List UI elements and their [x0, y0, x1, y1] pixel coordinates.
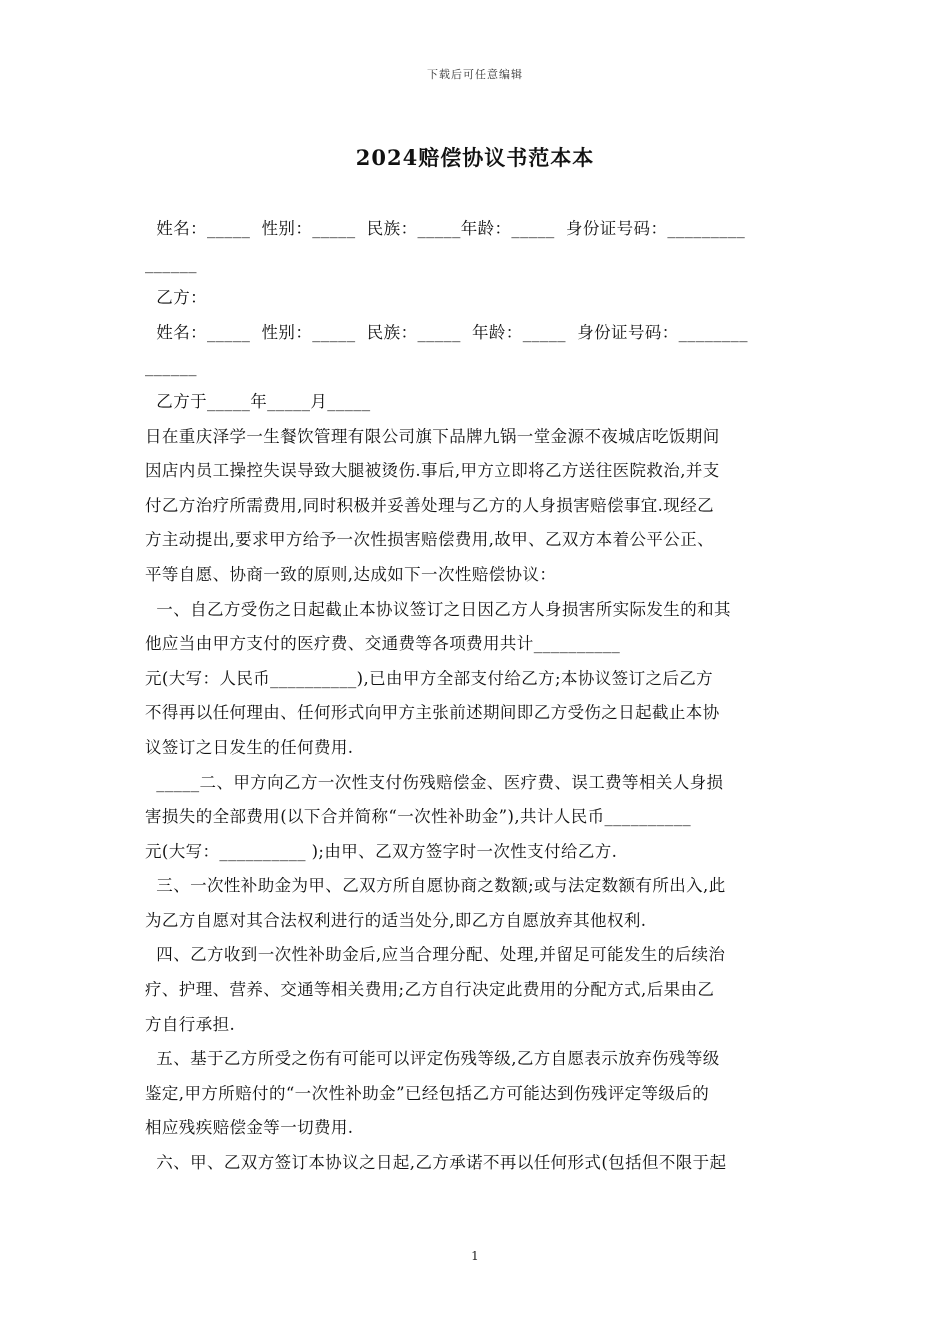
body-line: 六、甲、乙双方签订本协议之日起,乙方承诺不再以任何形式(包括但不限于起 [145, 1153, 727, 1173]
body-line: 疗、护理、营养、交通等相关费用;乙方自行决定此费用的分配方式,后果由乙 [145, 980, 715, 1000]
body-line: 方主动提出,要求甲方给予一次性损害赔偿费用,故甲、乙双方本着公平公正、 [145, 530, 714, 550]
body-line: 不得再以任何理由、任何形式向甲方主张前述期间即乙方受伤之日起截止本协 [145, 703, 720, 723]
body-line: 乙方于_____年_____月_____ [145, 391, 371, 411]
body-line: 因店内员工操控失误导致大腿被烫伤.事后,甲方立即将乙方送往医院救治,并支 [145, 461, 720, 481]
body-line: 相应残疾赔偿金等一切费用. [145, 1118, 354, 1138]
body-line: 议签订之日发生的任何费用. [145, 737, 354, 757]
page-number: 1 [471, 1249, 479, 1263]
body-line: 一、自乙方受伤之日起截止本协议签订之日因乙方人身损害所实际发生的和其 [145, 599, 731, 619]
body-line: 元(大写：__________ );由甲、乙双方签字时一次性支付给乙方. [145, 841, 618, 861]
body-line: _____二、甲方向乙方一次性支付伤残赔偿金、医疗费、误工费等相关人身损 [145, 772, 724, 792]
body-line: 鉴定,甲方所赔付的“一次性补助金”已经包括乙方可能达到伤残评定等级后的 [145, 1083, 710, 1103]
body-line: ______ [145, 357, 197, 377]
body-line: 为乙方自愿对其合法权利进行的适当处分,即乙方自愿放弃其他权利. [145, 910, 647, 930]
body-line: 四、乙方收到一次性补助金后,应当合理分配、处理,并留足可能发生的后续治 [145, 945, 726, 965]
document-title: 2024赔偿协议书范本本 [355, 145, 595, 170]
body-line: 乙方： [145, 288, 207, 308]
document-body [145, 212, 807, 1181]
header-note: 下载后可任意编辑 [427, 68, 523, 81]
body-line: 方自行承担. [145, 1014, 236, 1034]
body-line: 元(大写：人民币__________),已由甲方全部支付给乙方;本协议签订之后乙方 [145, 668, 714, 688]
body-line: 五、基于乙方所受之伤有可能可以评定伤残等级,乙方自愿表示放弃伤残等级 [145, 1049, 720, 1069]
body-line: 姓名：_____ 性别：_____ 民族：_____ 年龄：_____ 身份证号码：________ [145, 322, 748, 342]
body-line: 付乙方治疗所需费用,同时积极并妥善处理与乙方的人身损害赔偿事宜.现经乙 [145, 495, 714, 515]
body-line: 他应当由甲方支付的医疗费、交通费等各项费用共计__________ [145, 634, 621, 654]
body-line: 平等自愿、协商一致的原则,达成如下一次性赔偿协议： [145, 564, 557, 584]
body-line: 三、一次性补助金为甲、乙双方所自愿协商之数额;或与法定数额有所出入,此 [145, 876, 726, 896]
body-line: 姓名：_____ 性别：_____ 民族：_____年龄：_____ 身份证号码：_________ [145, 219, 746, 238]
body-line: ______ [145, 253, 197, 273]
body-line: 日在重庆泽学一生餐饮管理有限公司旗下品牌九锅一堂金源不夜城店吃饭期间 [145, 426, 720, 446]
body-line: 害损失的全部费用(以下合并简称“一次性补助金”),共计人民币__________ [145, 807, 691, 827]
